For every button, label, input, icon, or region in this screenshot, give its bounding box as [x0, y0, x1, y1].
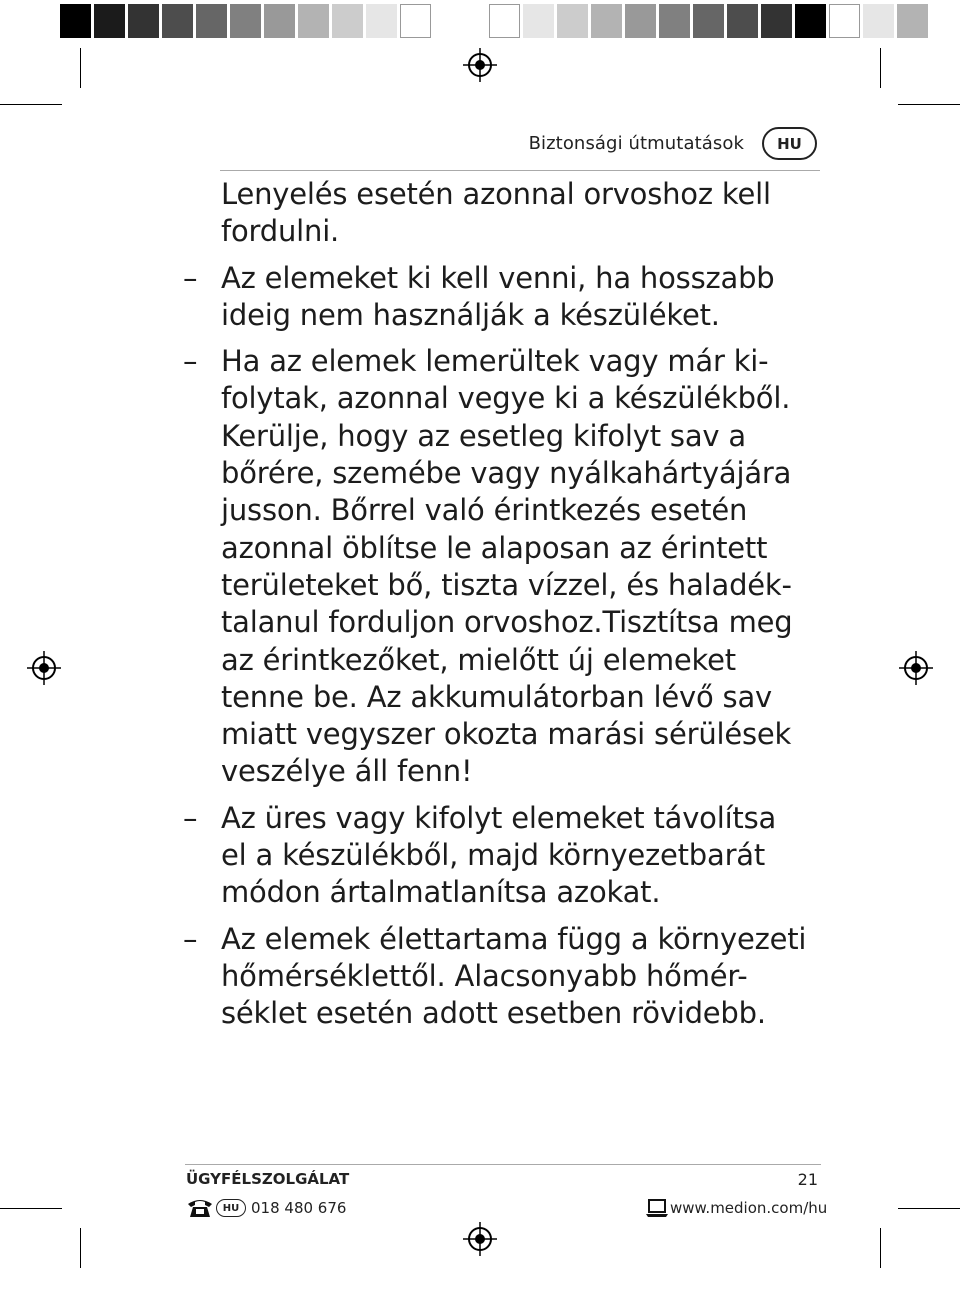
page-number: 21 [797, 1170, 818, 1189]
calibration-swatch [94, 4, 125, 38]
hotline-number: 018 480 676 [251, 1199, 347, 1217]
intro-paragraph [221, 176, 821, 251]
text-line: Lenyelés esetén azonnal orvoshoz kell [221, 177, 771, 211]
text-line: Kerülje, hogy az esetleg kifolyt sav a [221, 418, 746, 453]
text-line: hőmérséklettől. Alacsonyabb hőmér- [221, 958, 748, 993]
calibration-swatch [863, 4, 894, 38]
calibration-swatch [659, 4, 690, 38]
header-divider [220, 170, 820, 171]
list-item [183, 260, 821, 335]
text-line: el a készülékből, majd környezetbarát [221, 838, 766, 873]
calibration-swatch [332, 4, 363, 38]
list-item [183, 343, 821, 791]
calibration-swatch [128, 4, 159, 38]
list-dash: – [183, 800, 198, 835]
crop-mark [0, 104, 62, 105]
text-line: ideig nem használják a készüléket. [221, 297, 720, 332]
text-line: módon ártalmatlanítsa azokat. [221, 875, 661, 910]
text-line: talanul forduljon orvoshoz.Tisztítsa meg [221, 605, 793, 640]
calibration-swatch [366, 4, 397, 38]
crop-mark [898, 1208, 960, 1209]
crop-mark [880, 1228, 881, 1268]
crop-mark [880, 48, 881, 88]
calibration-swatch [400, 4, 431, 38]
laptop-icon [645, 1197, 669, 1219]
text-line: tenne be. Az akkumulátorban lévő sav [221, 679, 772, 714]
crop-mark [0, 1208, 62, 1209]
text-line: Az elemeket ki kell venni, ha hosszabb [221, 260, 775, 295]
calibration-swatch [230, 4, 261, 38]
website-link[interactable]: www.medion.com/hu [670, 1199, 828, 1217]
crop-mark [898, 104, 960, 105]
calibration-swatch [196, 4, 227, 38]
calibration-swatch [761, 4, 792, 38]
registration-mark-icon [899, 651, 933, 685]
calibration-swatch [162, 4, 193, 38]
list-item [183, 921, 821, 1033]
calibration-swatch [727, 4, 758, 38]
text-line: miatt vegyszer okozta marási sérülések [221, 717, 792, 752]
footer-language-badge: HU [216, 1199, 246, 1217]
calibration-swatch [557, 4, 588, 38]
text-line: Az elemek élettartama függ a környezeti [221, 921, 807, 956]
calibration-swatch [897, 4, 928, 38]
calibration-swatch [625, 4, 656, 38]
running-title: Biztonsági útmutatások [528, 133, 744, 154]
text-line: folytak, azonnal vegye ki a készülékből. [221, 381, 791, 416]
text-line: veszélye áll fenn! [221, 754, 473, 789]
crop-mark [80, 1228, 81, 1268]
phone-icon [186, 1197, 214, 1219]
calibration-swatch [829, 4, 860, 38]
list-dash: – [183, 921, 198, 956]
list-dash: – [183, 260, 198, 295]
text-line: azonnal öblítse le alaposan az érintett [221, 530, 768, 565]
calibration-swatch [693, 4, 724, 38]
calibration-swatch [60, 4, 91, 38]
calibration-swatch [795, 4, 826, 38]
color-calibration-bar-left [60, 4, 434, 38]
registration-mark-icon [463, 48, 497, 82]
text-line: Az üres vagy kifolyt elemeket távolítsa [221, 800, 777, 835]
text-line: séklet esetén adott esetben rövidebb. [221, 996, 766, 1031]
calibration-swatch [489, 4, 520, 38]
list-dash: – [183, 344, 198, 379]
list-item [183, 800, 821, 912]
crop-mark [80, 48, 81, 88]
registration-mark-icon [27, 651, 61, 685]
text-line: az érintkezőket, mielőtt új elemeket [221, 642, 736, 677]
text-line: Ha az elemek lemerültek vagy már ki- [221, 344, 769, 379]
text-line: bőrére, szemébe vagy nyálkahártyájára [221, 456, 792, 491]
color-calibration-bar-right [489, 4, 931, 38]
calibration-swatch [591, 4, 622, 38]
calibration-swatch [264, 4, 295, 38]
calibration-swatch [298, 4, 329, 38]
text-line: területeket bő, tiszta vízzel, és haladék- [221, 567, 792, 602]
safety-instructions-text [183, 176, 821, 1033]
calibration-swatch [523, 4, 554, 38]
language-badge: HU [762, 127, 817, 160]
registration-mark-icon [463, 1222, 497, 1256]
text-line: fordulni. [221, 214, 340, 249]
footer-divider [185, 1164, 821, 1165]
customer-service-heading: ÜGYFÉLSZOLGÁLAT [186, 1170, 350, 1188]
text-line: jusson. Bőrrel való érintkezés esetén [221, 493, 748, 528]
